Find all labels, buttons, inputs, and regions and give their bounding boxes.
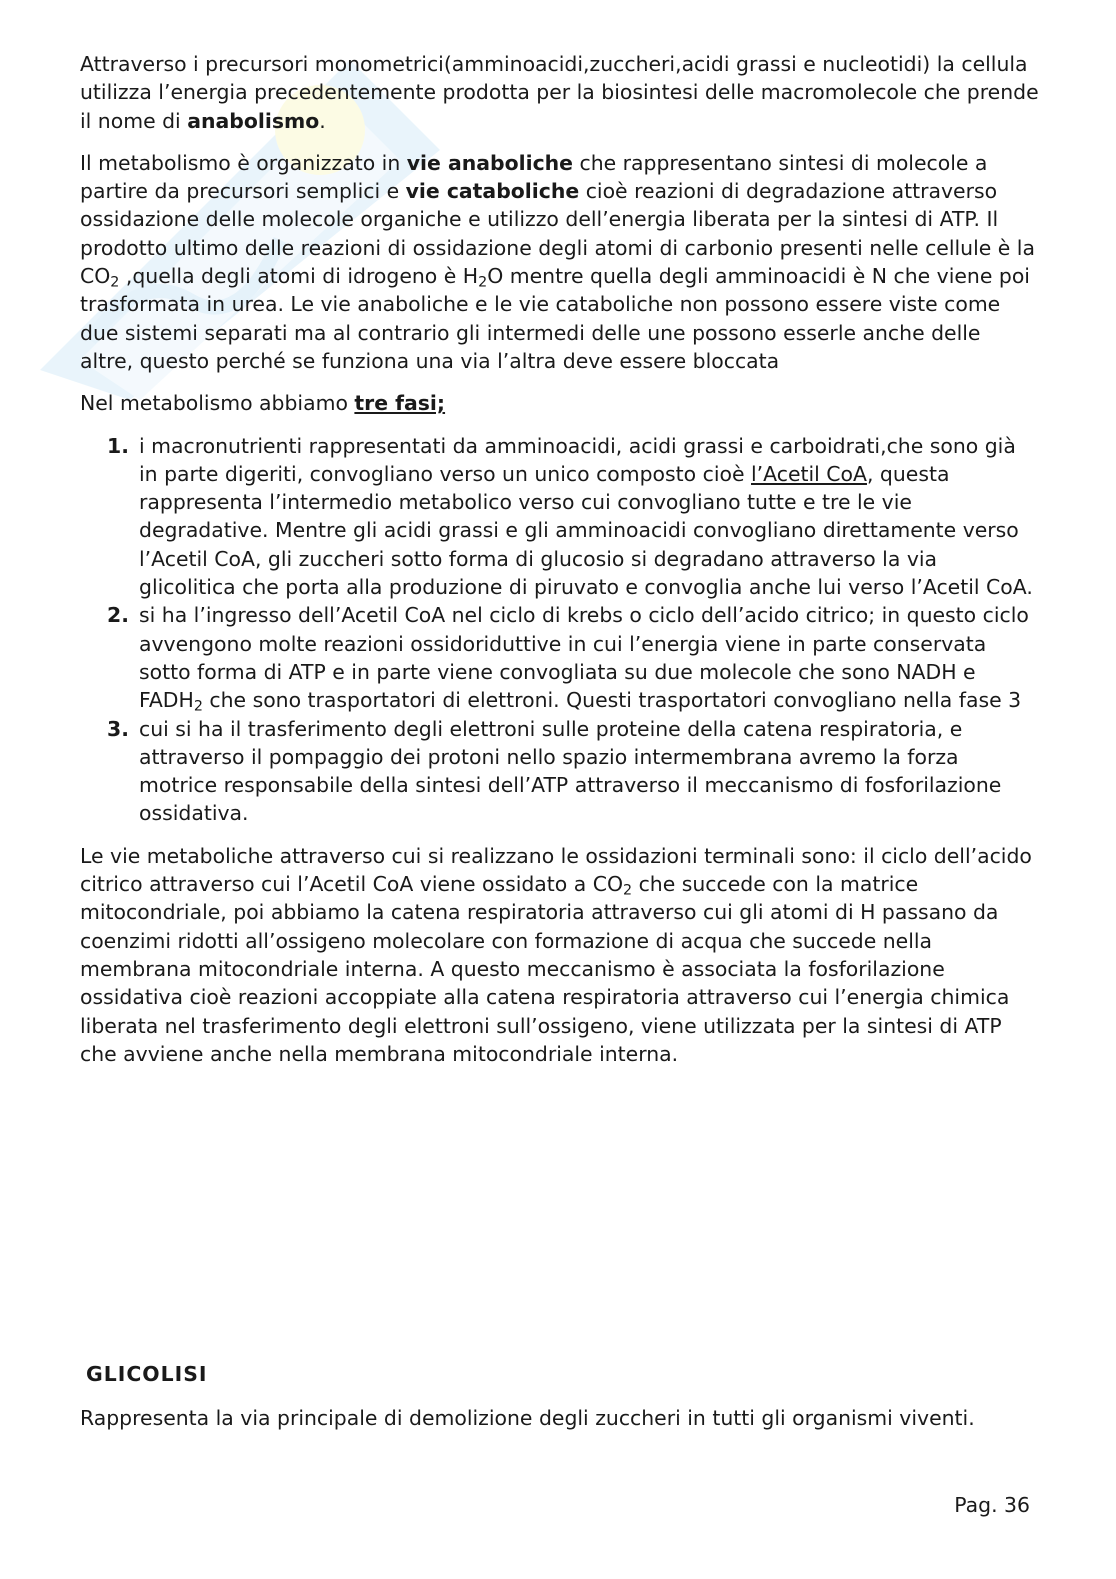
- page-number: Pag. 36: [954, 1493, 1030, 1517]
- list-item: 1. i macronutrienti rappresentati da amminoacidi, acidi grassi e carboidrati,che sono già in parte digeriti, convogliano verso un unico composto cioè l’Acetil CoA, questa rappresenta l’intermedio metabolico verso cui convogliano tutte e tre le vie degradative. Mentre gli acidi grassi e gli amminoacidi convogliano direttamente verso l’Acetil CoA, gli zuccheri sotto forma di glucosio si degradano attraverso la via glicolitica che porta alla produzione di piruvato e convoglia anche lui verso l’Acetil CoA.: [107, 433, 1033, 600]
- list-number: 3.: [107, 716, 129, 741]
- section-heading: GLICOLISI: [86, 1362, 208, 1386]
- paragraph-tre-fasi: Nel metabolismo abbiamo tre fasi;: [80, 391, 446, 416]
- list-item: 3. cui si ha il trasferimento degli elettroni sulle proteine della catena respiratoria, e attraverso il pompaggio dei protoni nello spazio intermembrana avremo la forza motrice responsabile della sintesi dell’ATP attraverso il meccanismo di fosforilazione ossidativa.: [107, 716, 1002, 826]
- fasi-list: [80, 432, 1040, 828]
- list-item: 2. si ha l’ingresso dell’Acetil CoA nel ciclo di krebs o ciclo dell’acido citrico; in questo ciclo avvengono molte reazioni ossidoriduttive in cui l’energia viene in parte conservata sotto forma di ATP e in parte viene convogliata su due molecole che sono NADH e $FADH_2$ che sono trasportatori di elettroni. Questi trasportatori convogliano nella fase 3: [107, 603, 1029, 715]
- paragraph-glicolisi: Rappresenta la via principale di demolizione degli zuccheri in tutti gli organismi viventi.: [80, 1406, 975, 1430]
- paragraph-anabolismo: Attraverso i precursori monometrici(amminoacidi,zuccheri,acidi grassi e nucleotidi) la cellula utilizza l’energia precedentemente prodotta per la biosintesi delle macromolecole che prende il nome di anabolismo.: [80, 52, 1039, 133]
- list-number: 2.: [107, 603, 129, 628]
- list-number: 1.: [107, 433, 129, 458]
- paragraph-metabolismo: Il metabolismo è organizzato in vie anaboliche che rappresentano sintesi di molecole a partire da precursori semplici e vie cataboliche cioè reazioni di degradazione attraverso ossidazione delle molecole organiche e utilizzo dell’energia liberata per la sintesi di ATP. Il prodotto ultimo delle reazioni di ossidazione degli atomi di carbonio presenti nelle cellule è la $CO_2$ ,quella degli atomi di idrogeno è $H_2O$ mentre quella degli amminoacidi è N che viene poi trasformata in urea. Le vie anaboliche e le vie cataboliche non possono essere viste come due sistemi separati ma al contrario gli intermedi delle une possono esserle anche delle altre, questo perché se funziona una via l’altra deve essere bloccata: [80, 150, 1035, 373]
- document-body: [80, 50, 1040, 1082]
- paragraph-ossidazioni-terminali: Le vie metaboliche attraverso cui si realizzano le ossidazioni terminali sono: il ciclo dell’acido citrico attraverso cui l’Acetil CoA viene ossidato a $CO_2$ che succede con la matrice mitocondriale, poi abbiamo la catena respiratoria attraverso cui gli atomi di H passano da coenzimi ridotti all’ossigeno molecolare con formazione di acqua che succede nella membrana mitocondriale interna. A questo meccanismo è associata la fosforilazione ossidativa cioè reazioni accoppiate alla catena respiratoria attraverso cui l’energia chimica liberata nel trasferimento degli elettroni sull’ossigeno, viene utilizzata per la sintesi di ATP che avviene anche nella membrana mitocondriale interna.: [80, 843, 1032, 1066]
